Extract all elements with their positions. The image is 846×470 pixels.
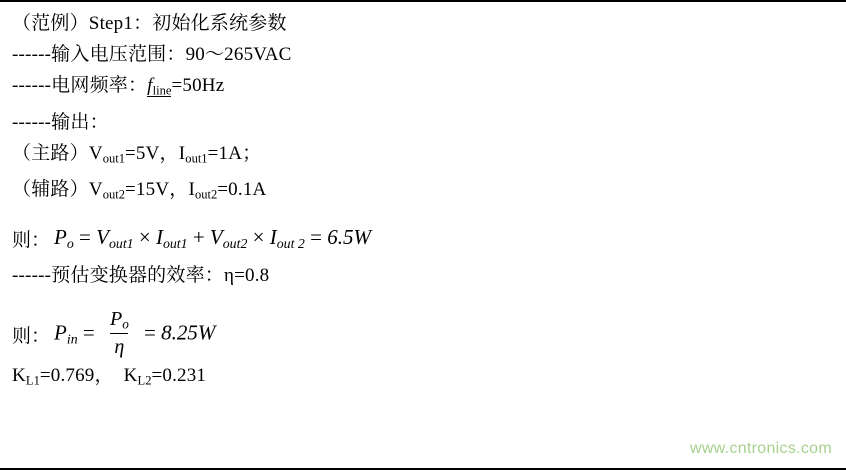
kl1-sub: L1 <box>25 373 40 388</box>
efficiency-value: =0.8 <box>234 264 270 286</box>
output-power-equation <box>12 225 834 252</box>
main-output-voltage-value: =5V， <box>125 142 179 164</box>
output-power-formula: $P_o = V_{out1} \times I_{out1} + V_{out2} \times I_{out 2} = 6.5W$ <box>54 224 371 251</box>
load-coefficient-line <box>12 360 834 397</box>
aux-output-line <box>12 174 834 211</box>
input-voltage-range-line <box>12 39 834 70</box>
document-content <box>12 8 834 397</box>
efficiency-line <box>12 260 834 291</box>
input-voltage-value: 90～265VAC <box>185 44 292 65</box>
kl2-value: =0.231 <box>151 365 207 387</box>
kl2-sub: L2 <box>137 373 152 388</box>
aux-output-current-value: =0.1A <box>217 179 267 200</box>
input-power-equation <box>12 309 834 361</box>
step-title: （范例）Step1：初始化系统参数 <box>12 13 287 34</box>
aux-output-current-symbol: I <box>188 179 195 200</box>
kl2-symbol: K <box>123 365 138 387</box>
main-output-voltage-symbol: V <box>88 142 103 164</box>
efficiency-label: ------预估变换器的效率： <box>12 264 224 286</box>
aux-output-voltage-sub: out2 <box>102 187 126 202</box>
kl1-value: =0.769， <box>39 365 114 387</box>
input-power-formula: $P_{in}$ = $\frac{P_o}{\eta}$ = 8.25W <box>54 307 216 359</box>
main-output-label: （主路） <box>12 142 89 164</box>
output-heading-line: ------输出： <box>12 111 109 133</box>
main-output-current-value: =1A； <box>207 142 262 164</box>
input-power-lead: 则： <box>12 325 51 347</box>
aux-output-label: （辅路） <box>12 179 89 200</box>
main-output-voltage-sub: out1 <box>102 151 126 165</box>
main-output-line <box>12 138 834 175</box>
main-output-current-symbol: I <box>178 142 186 164</box>
output-power-lead: 则： <box>12 229 51 251</box>
efficiency-symbol: η <box>223 264 235 286</box>
line-frequency-symbol: $f_{line}$ <box>147 75 172 98</box>
watermark: www.cntronics.com <box>689 440 832 457</box>
kl1-symbol: K <box>12 365 26 387</box>
fraction-numerator: $P_o$ <box>109 307 129 332</box>
aux-output-voltage-value: =15V， <box>125 179 189 200</box>
input-voltage-label: ------输入电压范围： <box>12 44 186 65</box>
main-output-current-sub: out1 <box>185 151 208 165</box>
line-frequency-label: ------电网频率： <box>12 75 148 96</box>
line-frequency-line <box>12 70 834 107</box>
line-frequency-value: =50Hz <box>171 75 225 96</box>
aux-output-voltage-symbol: V <box>88 179 103 200</box>
aux-output-current-sub: out2 <box>194 187 218 202</box>
power-efficiency-fraction <box>106 308 133 360</box>
fraction-denominator: η <box>110 333 128 359</box>
